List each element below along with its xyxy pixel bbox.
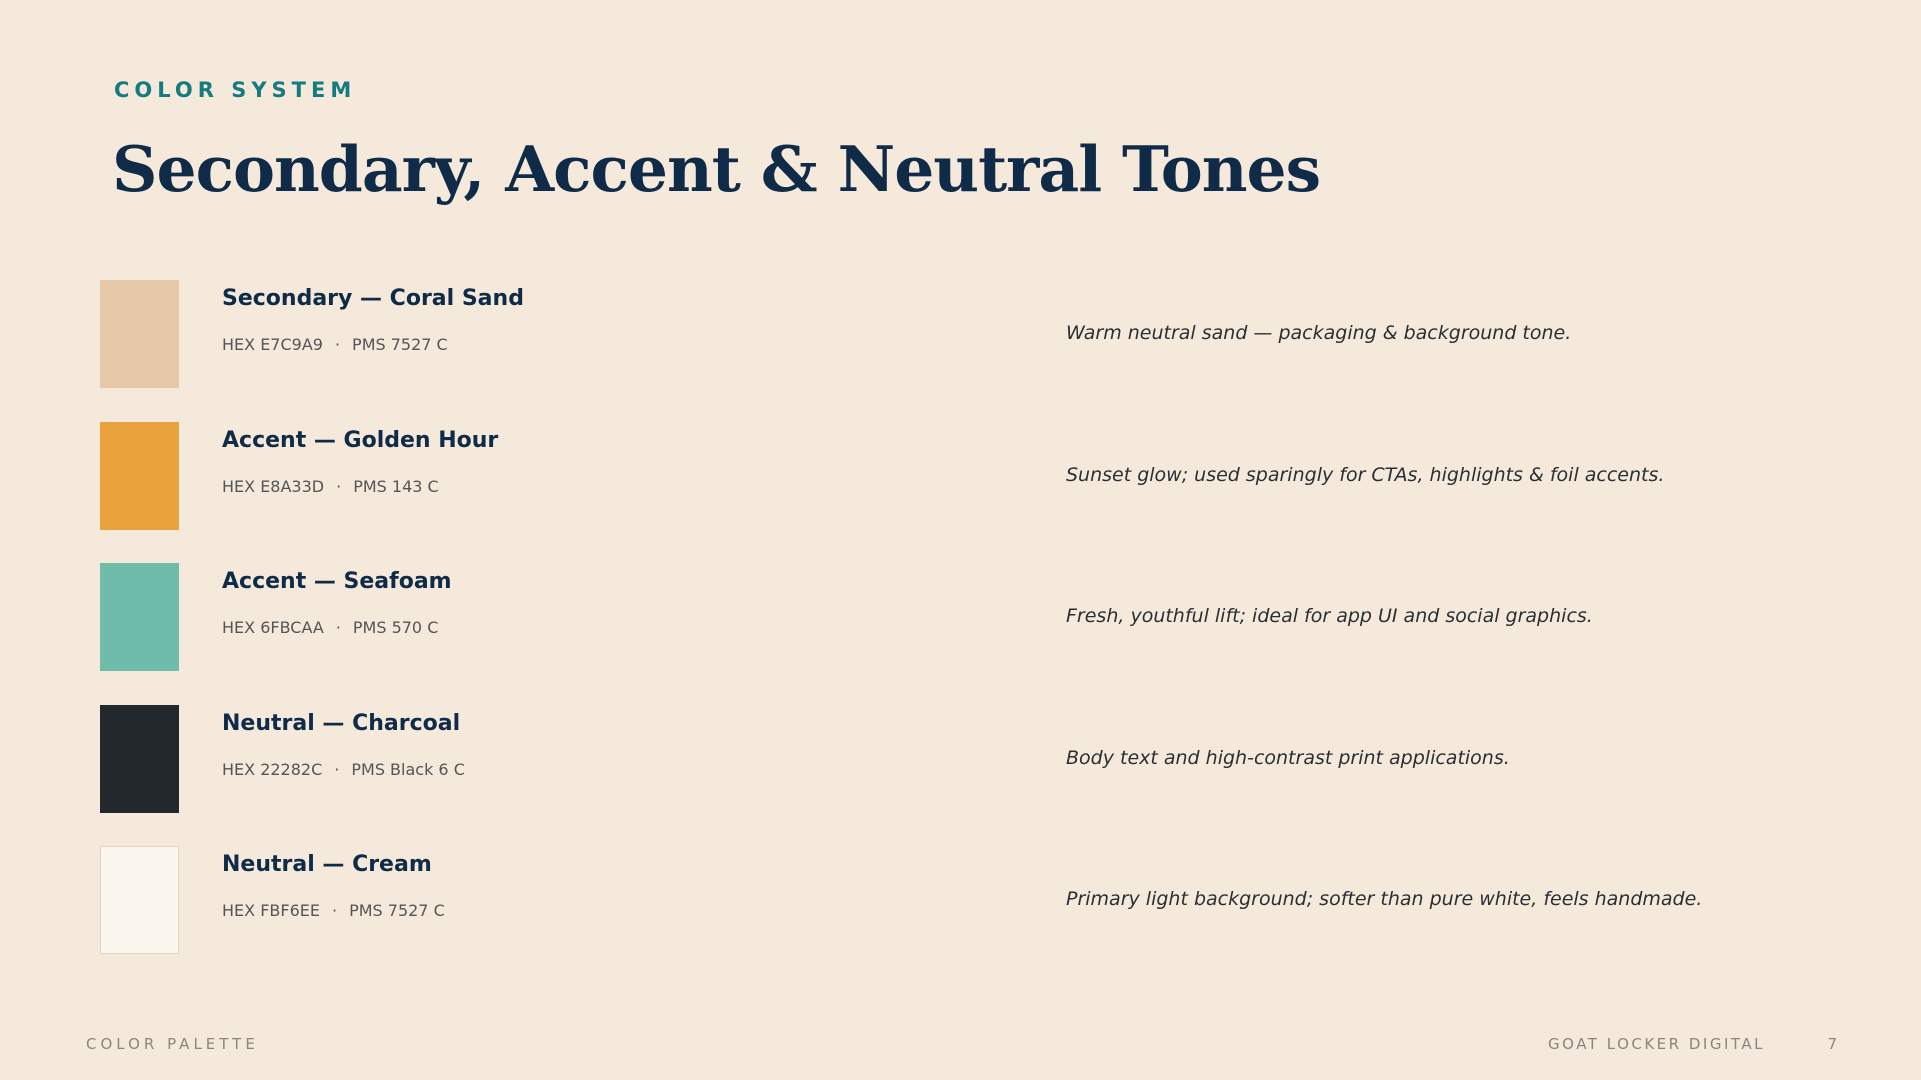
pms-code: PMS 7527 C [349,901,445,920]
code-separator: · [336,477,342,496]
color-description: Body text and high-contrast print applications. [1066,747,1510,769]
color-description: Fresh, youthful lift; ideal for app UI and social graphics. [1066,605,1593,627]
hex-code: HEX 22282C [222,760,323,779]
color-codes [222,901,445,920]
swatch-charcoal [100,705,179,813]
hex-code: HEX E8A33D [222,477,325,496]
swatch-coral-sand [100,280,179,388]
color-description: Primary light background; softer than pure white, feels handmade. [1066,888,1703,910]
code-separator: · [334,760,340,779]
color-name: Accent — Golden Hour [222,428,499,453]
color-description: Sunset glow; used sparingly for CTAs, highlights & foil accents. [1066,464,1665,486]
color-row-golden-hour [100,422,1850,530]
page-title: Secondary, Accent & Neutral Tones [112,132,1321,206]
hex-code: HEX 6FBCAA [222,618,324,637]
code-separator: · [334,335,341,354]
color-codes [222,618,438,637]
color-name: Neutral — Charcoal [222,711,461,736]
color-name: Neutral — Cream [222,852,432,877]
swatch-golden-hour [100,422,179,530]
page-number: 7 [1827,1035,1837,1053]
hex-code: HEX E7C9A9 [222,335,323,354]
pms-code: PMS 143 C [353,477,439,496]
color-codes [222,760,465,779]
color-row-charcoal [100,705,1850,813]
swatch-cream [100,846,179,954]
code-separator: · [335,618,341,637]
color-row-coral-sand [100,280,1850,388]
footer-section-label: COLOR PALETTE [86,1035,259,1053]
color-codes [222,477,439,496]
color-name: Secondary — Coral Sand [222,286,524,311]
eyebrow-label: COLOR SYSTEM [114,78,357,102]
code-separator: · [331,901,338,920]
footer-brand: GOAT LOCKER DIGITAL [1548,1035,1765,1053]
swatch-seafoam [100,563,179,671]
color-name: Accent — Seafoam [222,569,452,594]
hex-code: HEX FBF6EE [222,901,320,920]
pms-code: PMS Black 6 C [351,760,465,779]
pms-code: PMS 7527 C [352,335,448,354]
color-description: Warm neutral sand — packaging & background tone. [1066,322,1572,344]
color-row-seafoam [100,563,1850,671]
color-codes [222,335,448,354]
color-row-cream [100,846,1850,954]
pms-code: PMS 570 C [352,618,439,637]
